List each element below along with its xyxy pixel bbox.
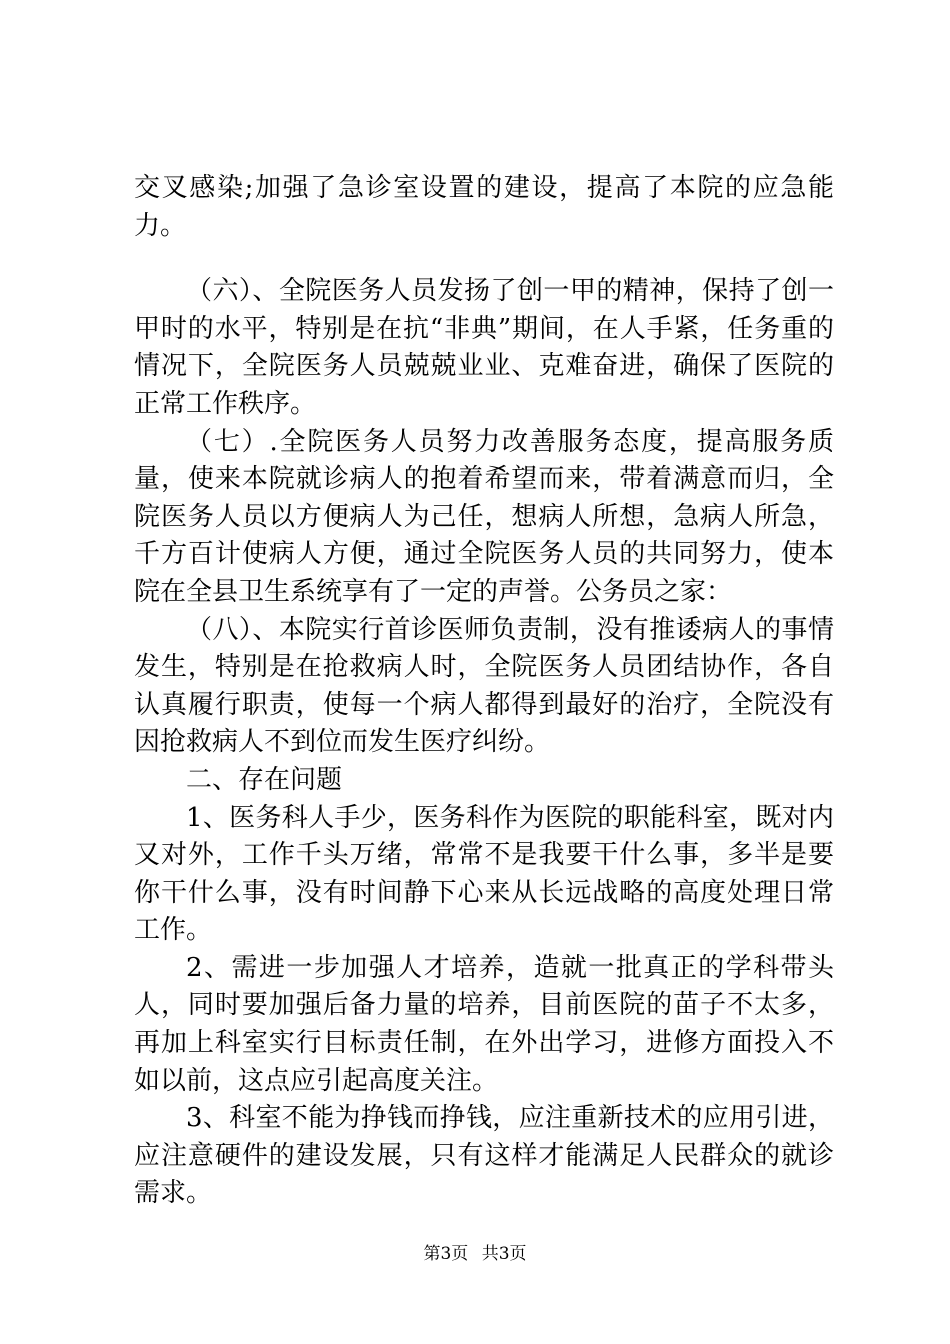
paragraph-problem-3: 3、科室不能为挣钱而挣钱，应注重新技术的应用引进，应注意硬件的建设发展，只有这样才能满足人民群众的就诊需求。 [134,1103,834,1209]
page-total: 共3页 [481,1244,527,1264]
paragraph-problem-1: 1、医务科人手少，医务科作为医院的职能科室，既对内又对外，工作千头万绪，常常不是我要干什么事，多半是要你干什么事，没有时间静下心来从长远战略的高度处理日常工作。 [134,802,834,946]
paragraph-continuation: 交叉感染;加强了急诊室设置的建设，提高了本院的应急能力。 [134,173,834,241]
paragraph-item-6: （六）、全院医务人员发扬了创一甲的精神，保持了创一甲时的水平，特别是在抗“非典”期间，在人手紧，任务重的情况下，全院医务人员兢兢业业、克难奋进，确保了医院的正常工作秩序。 [134,276,834,419]
page-number: 第3页 [423,1244,469,1264]
page-footer [0,1243,950,1265]
paragraph-item-7: （七）.全院医务人员努力改善服务态度，提高服务质量，使来本院就诊病人的抱着希望而来，带着满意而归，全院医务人员以方便病人为己任，想病人所想，急病人所急，千方百计使病人方便，通过全院医务人员的共同努力，使本院在全县卫生系统享有了一定的声誉。公务员之家： [134,426,834,607]
section-heading-problems: 二、存在问题 [186,764,343,795]
paragraph-item-8: （八）、本院实行首诊医师负责制，没有推诿病人的事情发生，特别是在抢救病人时，全院医务人员团结协作，各自认真履行职责，使每一个病人都得到最好的治疗，全院没有因抢救病人不到位而发生医疗纠纷。 [134,614,834,758]
document-body [134,170,834,1213]
paragraph-problem-2: 2、需进一步加强人才培养，造就一批真正的学科带头人，同时要加强后备力量的培养，目前医院的苗子不太多，再加上科室实行目标责任制，在外出学习，进修方面投入不如以前，这点应引起高度关注。 [134,952,834,1096]
